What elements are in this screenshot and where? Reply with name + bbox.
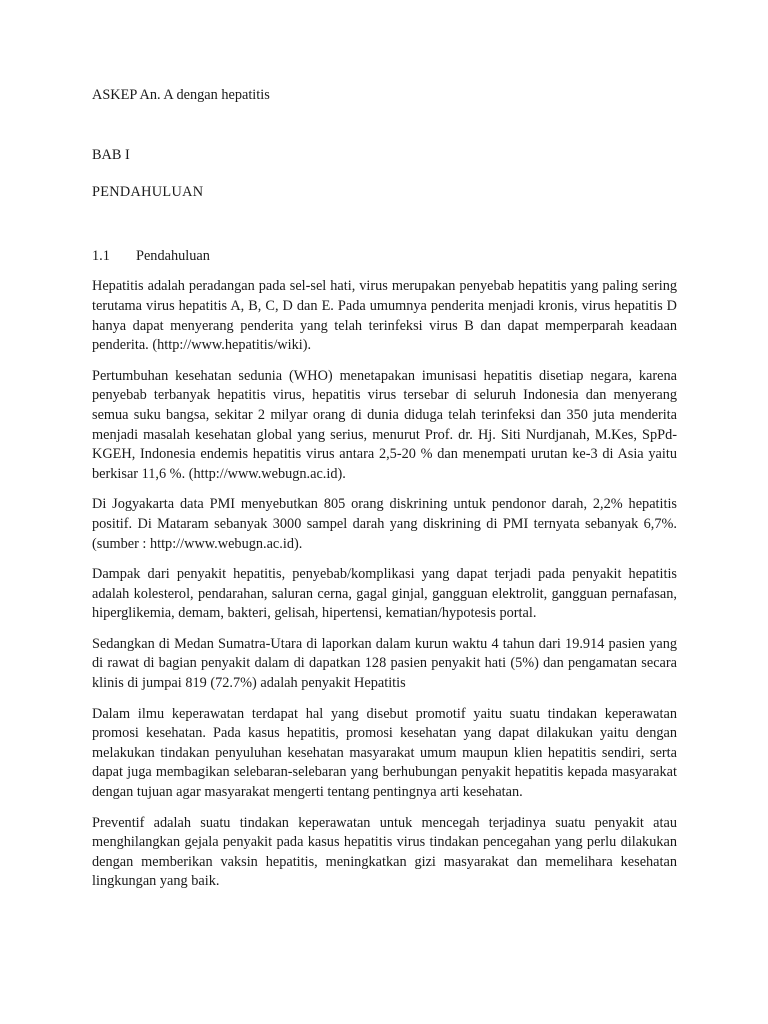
chapter-title: PENDAHULUAN [92,184,204,201]
document-title: ASKEP An. A dengan hepatitis [92,87,270,103]
document-body [92,86,677,903]
paragraph-who: Pertumbuhan kesehatan sedunia (WHO) menetapakan imunisasi hepatitis disetiap negara, karena penyebab terbanyak hepatitis virus, hepatitis virus tersebar di seluruh Indonesia dan menyerang semua suku bangsa, sekitar 2 milyar orang di dunia diduga telah terinfeksi dan 350 juta menderita menjadi masalah kesehatan global yang serius, menurut Prof. dr. Hj. Siti Nurdjanah, M.Kes, SpPd-KGEH, Indonesia endemis hepatitis virus antara 2,5-20 % dan menempati urutan ke-3 di Asia yaitu berkisar 11,6 %. (http://www.webugn.ac.id). [92,367,677,482]
paragraph-jogyakarta: Di Jogyakarta data PMI menyebutkan 805 orang diskrining untuk pendonor darah, 2,2% hepatitis positif. Di Mataram sebanyak 3000 sampel darah yang diskrining di PMI ternyata sebanyak 6,7%. (sumber : http://www.webugn.ac.id). [92,496,677,552]
paragraph-preventif: Preventif adalah suatu tindakan keperawatan untuk mencegah terjadinya suatu penyakit atau menghilangkan gejala penyakit pada kasus hepatitis virus tindakan pencegahan yang perlu dilakukan dengan memberikan vaksin hepatitis, meningkatkan gizi masyarakat dan memelihara kesehatan lingkungan yang baik. [92,814,677,890]
paragraph-intro-hepatitis: Hepatitis adalah peradangan pada sel-sel hati, virus merupakan penyebab hepatitis yang paling sering terutama virus hepatitis A, B, C, D dan E. Pada umumnya penderita menjadi kronis, virus hepatitis D hanya dapat menyerang penderita yang telah terinfeksi virus B dan dapat memperparah keadaan penderita. (http://www.hepatitis/wiki). [92,278,677,354]
section-heading [92,247,677,267]
section-title: Pendahuluan [136,247,210,264]
paragraph-dampak: Dampak dari penyakit hepatitis, penyebab/komplikasi yang dapat terjadi pada penyakit hepatitis adalah kolesterol, pendarahan, saluran cerna, gagal ginjal, gangguan elektrolit, gangguan pernafasan, hiperglikemia, demam, bakteri, gelisah, hipertensi, kematian/hypotesis portal. [92,566,677,622]
paragraph-promotif: Dalam ilmu keperawatan terdapat hal yang disebut promotif yaitu suatu tindakan keperawatan promosi kesehatan. Pada kasus hepatitis, promosi kesehatan yang dapat dilakukan yaitu dengan melakukan tindakan penyuluhan kesehatan masyarakat umum maupun klien hepatitis sendiri, serta dapat juga membagikan selebaran-selebaran yang berhubungan penyakit hepatitis kepada masyarakat dengan tujuan agar masyarakat mengerti tentang pentingnya arti kesehatan. [92,705,677,801]
chapter-label: BAB I [92,146,130,163]
section-number: 1.1 [92,247,110,264]
paragraph-medan: Sedangkan di Medan Sumatra-Utara di laporkan dalam kurun waktu 4 tahun dari 19.914 pasien yang di rawat di bagian penyakit dalam di dapatkan 128 pasien penyakit hati (5%) dan pengamatan secara klinis di jumpai 819 (72.7%) adalah penyakit Hepatitis [92,635,677,692]
